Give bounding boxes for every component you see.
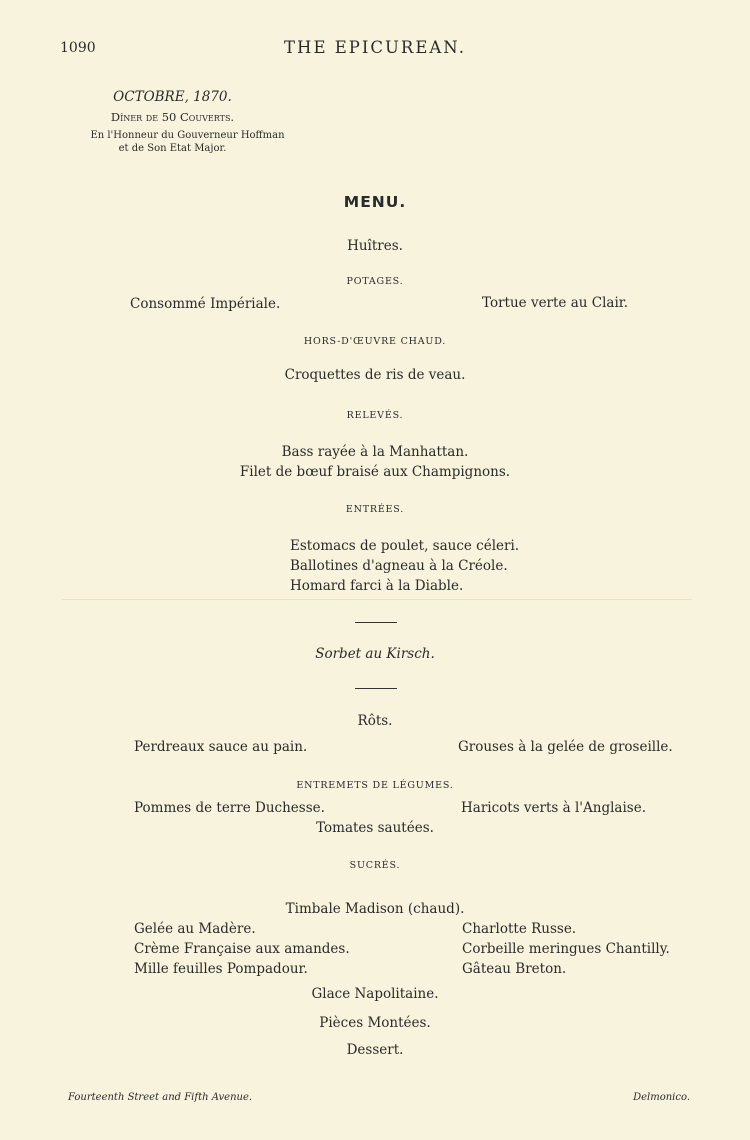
sucres-heading: SUCRÉS. [349, 860, 401, 871]
footer-restaurant: Delmonico. [633, 1092, 690, 1103]
sucres-right-item: Charlotte Russe. [462, 921, 577, 937]
event-dinner: Dîner de 50 Couverts. [110, 110, 235, 124]
potages-heading: POTAGES. [346, 276, 404, 287]
divider-rule [355, 688, 397, 689]
sucres-left-item: Gelée au Madère. [134, 921, 256, 937]
faint-line [62, 599, 692, 600]
glace-item: Glace Napolitaine. [311, 986, 439, 1002]
page-number: 1090 [60, 40, 96, 56]
rots-right: Grouses à la gelée de groseille. [458, 739, 673, 755]
potage-left: Consommé Impériale. [130, 296, 281, 312]
hors-doeuvre-item: Croquettes de ris de veau. [284, 367, 466, 383]
oysters-item: Huîtres. [347, 238, 403, 254]
running-title: THE EPICUREAN. [284, 38, 466, 57]
entree-item: Estomacs de poulet, sauce céleri. [290, 538, 520, 554]
pieces-item: Pièces Montées. [319, 1015, 431, 1031]
rots-heading: Rôts. [357, 713, 393, 729]
footer-address: Fourteenth Street and Fifth Avenue. [68, 1092, 253, 1103]
releves-item: Filet de bœuf braisé aux Champignons. [239, 464, 511, 480]
entrees-heading: ENTRÉES. [345, 504, 405, 515]
rots-left: Perdreaux sauce au pain. [134, 739, 308, 755]
entremets-center: Tomates sautées. [316, 820, 434, 836]
releves-item: Bass rayée à la Manhattan. [281, 444, 469, 460]
entree-item: Ballotines d'agneau à la Créole. [290, 558, 508, 574]
entremets-heading: ENTREMETS DE LÉGUMES. [296, 780, 454, 791]
event-date: OCTOBRE, 1870. [113, 89, 232, 105]
sucres-right-item: Gâteau Breton. [462, 961, 567, 977]
sucres-left-item: Mille feuilles Pompadour. [134, 961, 308, 977]
releves-heading: RELEVÉS. [346, 410, 404, 421]
timbale-item: Timbale Madison (chaud). [285, 901, 465, 917]
event-honour-line1: En l'Honneur du Gouverneur Hoffman [90, 130, 285, 141]
entremets-right: Haricots verts à l'Anglaise. [461, 800, 646, 816]
event-honour-line2: et de Son Etat Major. [118, 143, 227, 154]
sucres-right-item: Corbeille meringues Chantilly. [462, 941, 670, 957]
menu-title: MENU. [343, 193, 407, 211]
hors-doeuvre-heading: HORS-D'ŒUVRE CHAUD. [303, 336, 447, 347]
sorbet-item: Sorbet au Kirsch. [315, 646, 435, 662]
entremets-left: Pommes de terre Duchesse. [134, 800, 325, 816]
sucres-left-item: Crème Française aux amandes. [134, 941, 350, 957]
entree-item: Homard farci à la Diable. [290, 578, 464, 594]
divider-rule [355, 622, 397, 623]
dessert-item: Dessert. [346, 1042, 404, 1058]
potage-right: Tortue verte au Clair. [482, 295, 629, 311]
